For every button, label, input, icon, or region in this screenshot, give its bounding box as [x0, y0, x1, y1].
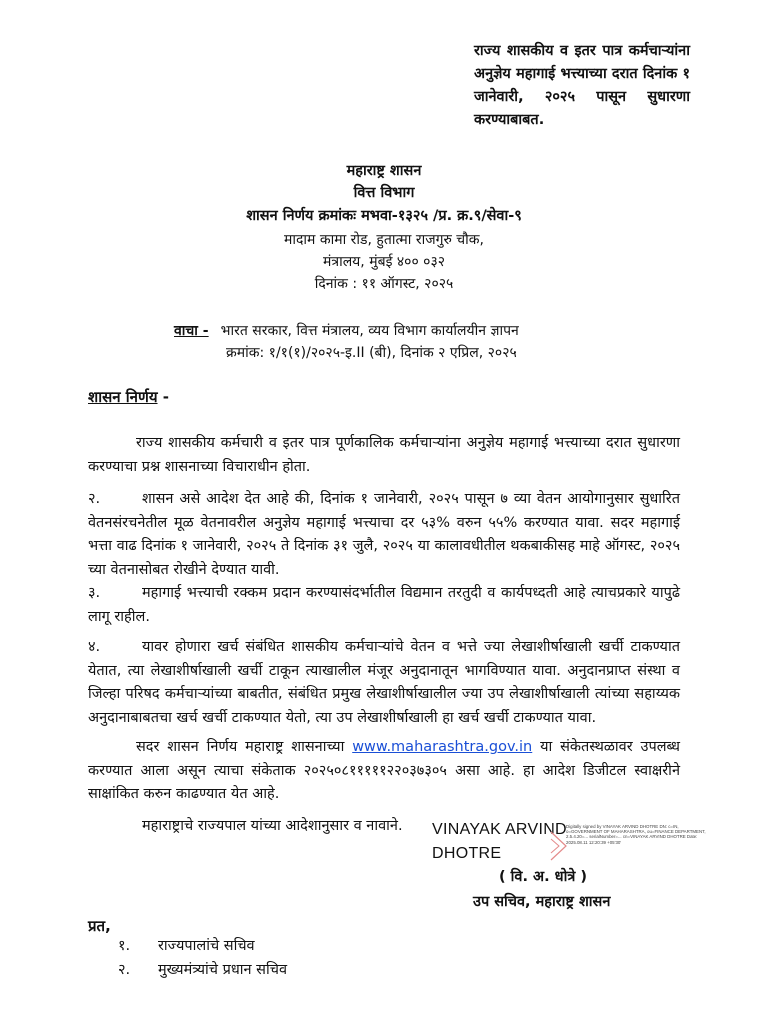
- copy-to-item-text: मुख्यमंत्र्यांचे प्रधान सचिव: [158, 962, 288, 978]
- address-line-2: मंत्रालय, मुंबई ४०० ०३२: [322, 254, 446, 270]
- reference-block: [174, 320, 519, 364]
- paragraph-2: [88, 488, 680, 582]
- copy-to-item: [118, 934, 255, 958]
- decision-title-text: शासन निर्णय: [88, 388, 158, 406]
- order-line: महाराष्ट्राचे राज्यपाल यांच्या आदेशानुसार व नावाने.: [142, 818, 403, 834]
- digital-signature-name: [432, 818, 567, 866]
- paragraph-5-text-end: या संकेतस्थळावर उपलब्ध करण्यात आला असून त्याचा संकेताक २०२५०८१११११२२०३७३०५ असा आहे. हा आदेश डिजीटल स्वाक्षरीने साक्षांकित करुन काढण्यात येत आहे.: [88, 739, 680, 802]
- signer-initials: ( वि. अ. धोत्रे ): [499, 869, 588, 885]
- paragraph-3-text: महागाई भत्त्याची रक्कम प्रदान करण्यासंदर्भातील विद्यमान तरतुदी व कार्यपध्दती आहे त्याचप्रकारे यापुढे लागू राहील.: [88, 585, 680, 625]
- reference-line-2: क्रमांक: १/१(१)/२०२५-इ.II (बी), दिनांक २ एप्रिल, २०२५: [226, 345, 517, 361]
- paragraph-4-number: ४.: [88, 639, 101, 655]
- paragraph-3: [88, 582, 680, 629]
- paragraph-3-number: ३.: [88, 585, 101, 601]
- maharashtra-website-link[interactable]: www.maharashtra.gov.in: [352, 739, 533, 755]
- paragraph-2-text: शासन असे आदेश देत आहे की, दिनांक १ जानेवारी, २०२५ पासून ७ व्या वेतन आयोगानुसार सुधारित वेतनसंरचनेतील मूळ वेतनावरील अनुज्ञेय महागाई भत्त्याचा दर ५३% वरुन ५५% करण्यात यावा. सदर महागाई भत्ता वाढ दिनांक १ जानेवारी, २०२५ ते दिनांक ३१ जुलै, २०२५ या कालावधीतील थकबाकीसह माहे ऑगस्ट, २०२५ च्या वेतनासोबत रोखीने देण्यात यावी.: [88, 491, 680, 578]
- subject-block: राज्य शासकीय व इतर पात्र कर्मचाऱ्यांना अनुज्ञेय महागाई भत्त्याच्या दरात दिनांक १ जानेवारी, २०२५ पासून सुधारणा करण्याबाबत.: [474, 43, 690, 128]
- paragraph-intro-text: राज्य शासकीय कर्मचारी व इतर पात्र पूर्णकालिक कर्मचाऱ्यांना अनुज्ञेय महागाई भत्त्याच्या दरात सुधारणा करण्याचा प्रश्न शासनाच्या विचाराधीन होता.: [88, 435, 680, 475]
- paragraph-5: [88, 736, 680, 807]
- signer-name-line-1: VINAYAK ARVIND: [432, 821, 567, 838]
- copy-to-item-number: १.: [118, 938, 131, 954]
- gr-number: शासन निर्णय क्रमांकः मभवा-१३२५ /प्र. क्र.९/सेवा-९: [246, 208, 522, 224]
- paragraph-4: [88, 636, 680, 730]
- government-name: महाराष्ट्र शासन: [346, 163, 422, 179]
- decision-title: [88, 387, 169, 407]
- issue-date: दिनांक : ११ ऑगस्ट, २०२५: [314, 276, 454, 292]
- department-name: वित्त विभाग: [353, 185, 415, 201]
- reference-text-1: भारत सरकार, वित्त मंत्रालय, व्यय विभाग कार्यालयीन ज्ञापन: [220, 323, 519, 339]
- paragraph-2-number: २.: [88, 491, 101, 507]
- reference-line-1: [174, 320, 519, 342]
- signer-designation: उप सचिव, महाराष्ट्र शासन: [473, 894, 611, 910]
- signer-name-line-2: DHOTRE: [432, 845, 502, 862]
- copy-to-item-number: २.: [118, 962, 131, 978]
- copy-to-label: प्रत,: [88, 917, 111, 935]
- copy-to-item: [118, 958, 287, 982]
- address-line-1: मादाम कामा रोड, हुतात्मा राजगुरु चौक,: [283, 232, 485, 248]
- reference-label: वाचा -: [174, 323, 209, 339]
- paragraph-4-text: यावर होणारा खर्च संबंधित शासकीय कर्मचाऱ्यांचे वेतन व भत्ते ज्या लेखाशीर्षाखाली खर्ची टाकण्यात येतात, त्या लेखाशीर्षाखाली खर्ची टाकून त्याखालील मंजूर अनुदानातून भागविण्यात यावा. अनुदानप्राप्त संस्था व जिल्हा परिषद कर्मचाऱ्यांच्या बाबतीत, संबंधित प्रमुख लेखाशीर्षाखालील ज्या उप लेखाशीर्षाखाली त्यांच्या सहाय्यक अनुदानाबाबतचा खर्च खर्ची टाकण्यात येतो, त्या उप लेखाशीर्षाखाली हा खर्च खर्ची टाकण्यात यावा.: [88, 639, 680, 726]
- copy-to-item-text: राज्यपालांचे सचिव: [158, 938, 255, 954]
- paragraph-5-text-start: सदर शासन निर्णय महाराष्ट्र शासनाच्या: [136, 739, 353, 755]
- decision-title-suffix: -: [157, 388, 169, 406]
- paragraph-intro: [88, 432, 680, 479]
- digital-signature-details: Digitally signed by VINAYAK ARVIND DHOTRE DN: c=IN, o=GOVERNMENT OF MAHARASHTRA, ou=FINANCE DEPARTMENT, 2.5.4.20=... serialNumber=... cn=VINAYAK ARVIND DHOTRE Date: 2025.08.11 12:20:39 +05'30': [566, 824, 706, 845]
